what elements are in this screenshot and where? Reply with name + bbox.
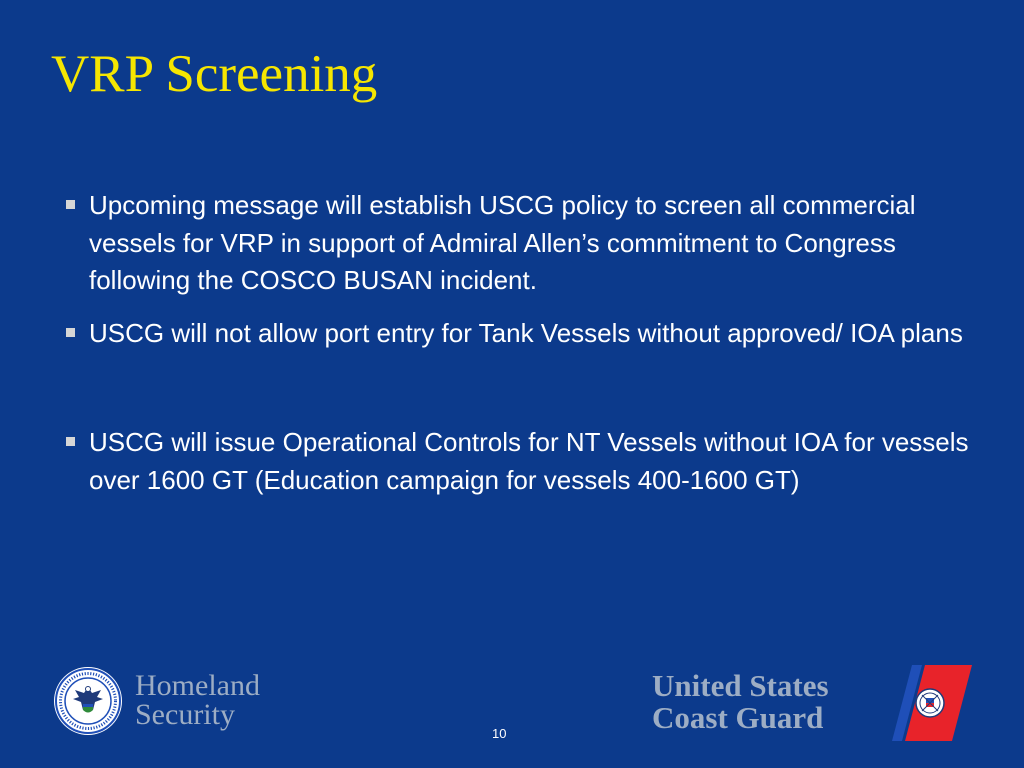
square-bullet-icon [66, 328, 75, 337]
bullet-text: Upcoming message will establish USCG policy to screen all commercial vessels for VRP in support of Admiral Allen’s commitment to Congress following the COSCO BUSAN incident. [89, 190, 916, 295]
square-bullet-icon [66, 437, 75, 446]
coast-guard-racing-stripe-icon [892, 665, 972, 741]
square-bullet-icon [66, 200, 75, 209]
dhs-seal-icon [53, 666, 123, 736]
bullet-item [62, 315, 982, 353]
dhs-wordmark-line1: Homeland [135, 669, 260, 702]
bullet-list [62, 187, 982, 499]
dhs-wordmark [135, 671, 260, 729]
uscg-wordmark [652, 670, 829, 734]
uscg-wordmark-line2: Coast Guard [652, 700, 824, 735]
uscg-wordmark-line1: United States [652, 668, 829, 703]
dhs-wordmark-line2: Security [135, 698, 235, 731]
page-number: 10 [492, 726, 507, 741]
bullet-text: USCG will issue Operational Controls for NT Vessels without IOA for vessels over 1600 GT (Education campaign for vessels 400-1600 GT) [89, 427, 969, 495]
slide-title: VRP Screening [51, 45, 378, 103]
bullet-item [62, 187, 982, 300]
bullet-item [62, 424, 982, 499]
bullet-text: USCG will not allow port entry for Tank Vessels without approved/ IOA plans [89, 317, 963, 348]
